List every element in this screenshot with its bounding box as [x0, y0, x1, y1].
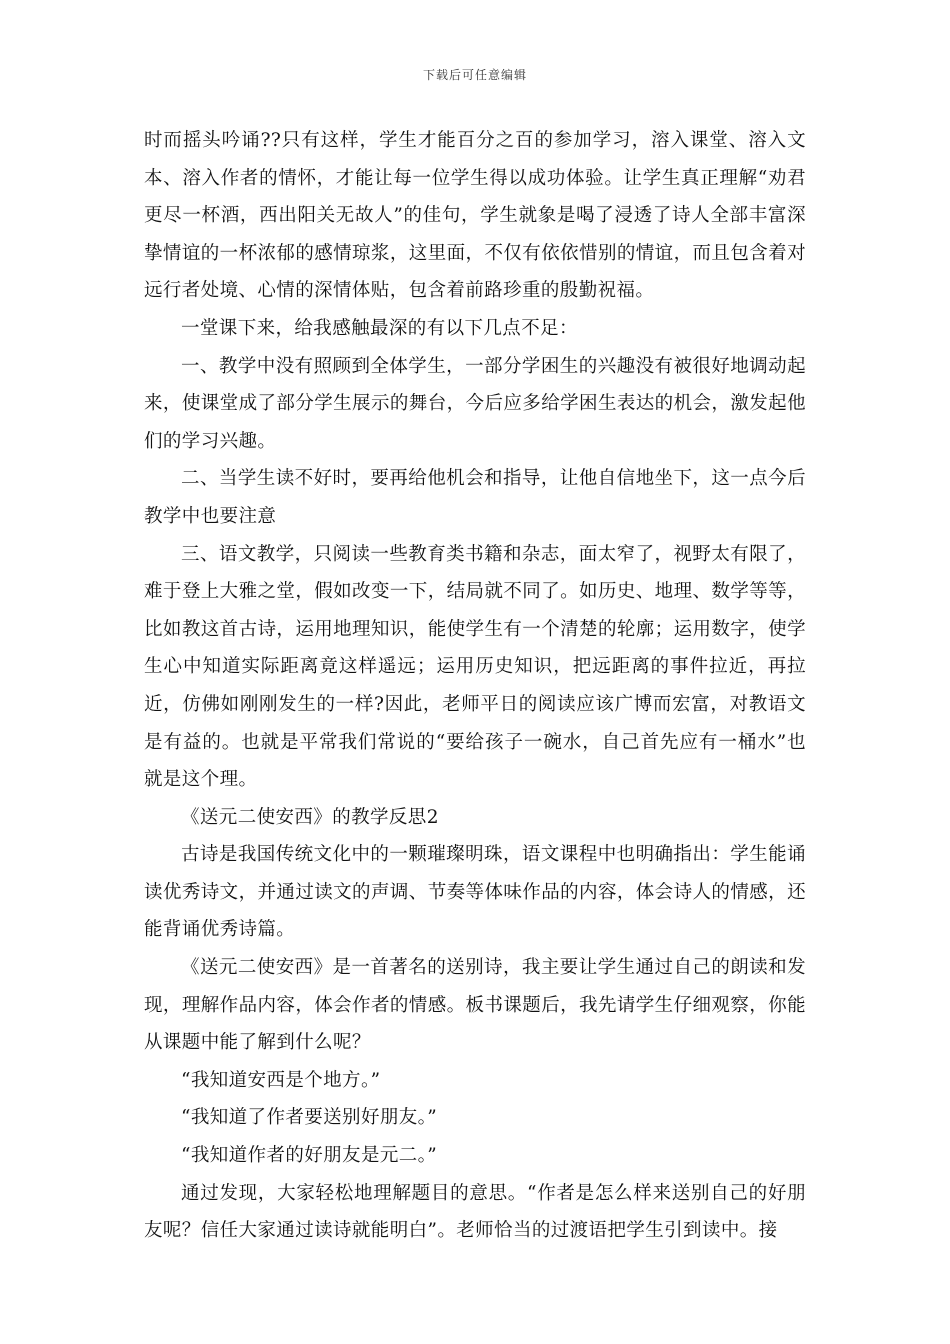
paragraph-point-three: 三、语文教学，只阅读一些教育类书籍和杂志，面太窄了，视野太有限了，难于登上大雅之堂，假如改变一下，结局就不同了。如历史、地理、数学等等，比如教这首古诗，运用地理知识，能使学生有一个清楚的轮廓；运用数字，使学生心中知道实际距离竟这样遥远；运用历史知识，把远距离的事件拉近，再拉近，仿佛如刚刚发生的一样?因此，老师平日的阅读应该广博而宏富，对教语文是有益的。也就是平常我们常说的“要给孩子一碗水，自己首先应有一桶水”也就是这个理。: [144, 543, 806, 791]
student-quote-3: “我知道作者的好朋友是元二。”: [181, 1145, 438, 1167]
paragraph-transition: 通过发现，大家轻松地理解题目的意思。“作者是怎么样来送别自己的好朋友呢？信任大家通过读诗就能明白”。老师恰当的过渡语把学生引到读中。接: [144, 1182, 806, 1242]
paragraph-point-one: 一、教学中没有照顾到全体学生，一部分学困生的兴趣没有被很好地调动起来，使课堂成了部分学生展示的舞台，今后应多给学困生表达的机会，激发起他们的学习兴趣。: [144, 355, 806, 452]
paragraph-poetry-intro: 古诗是我国传统文化中的一颗璀璨明珠，语文课程中也明确指出：学生能诵读优秀诗文，并通过读文的声调、节奏等体味作品的内容，体会诗人的情感，还能背诵优秀诗篇。: [144, 844, 806, 941]
page-header-note: 下载后可任意编辑: [422, 68, 527, 82]
paragraph-lesson-description: 《送元二使安西》是一首著名的送别诗，我主要让学生通过自己的朗读和发现，理解作品内容，体会作者的情感。板书课题后，我先请学生仔细观察，你能从课题中能了解到什么呢？: [144, 957, 806, 1054]
section-title: 《送元二使安西》的教学反思2: [181, 806, 439, 828]
paragraph-continued: 时而摇头吟诵??只有这样，学生才能百分之百的参加学习，溶入课堂、溶入文本、溶入作者的情怀，才能让每一位学生得以成功体验。让学生真正理解“劝君更尽一杯酒，西出阳关无故人”的佳句，学生就象是喝了浸透了诗人全部丰富深挚情谊的一杯浓郁的感情琼浆，这里面，不仅有依依惜别的情谊，而且包含着对远行者处境、心情的深情体贴，包含着前路珍重的殷勤祝福。: [144, 130, 806, 302]
paragraph-summary-intro: 一堂课下来，给我感触最深的有以下几点不足：: [181, 317, 578, 339]
paragraph-point-two: 二、当学生读不好时，要再给他机会和指导，让他自信地坐下，这一点今后教学中也要注意: [144, 468, 806, 527]
student-quote-2: “我知道了作者要送别好朋友。”: [181, 1107, 438, 1129]
student-quote-1: “我知道安西是个地方。”: [181, 1069, 381, 1091]
document-body: [144, 122, 806, 1250]
